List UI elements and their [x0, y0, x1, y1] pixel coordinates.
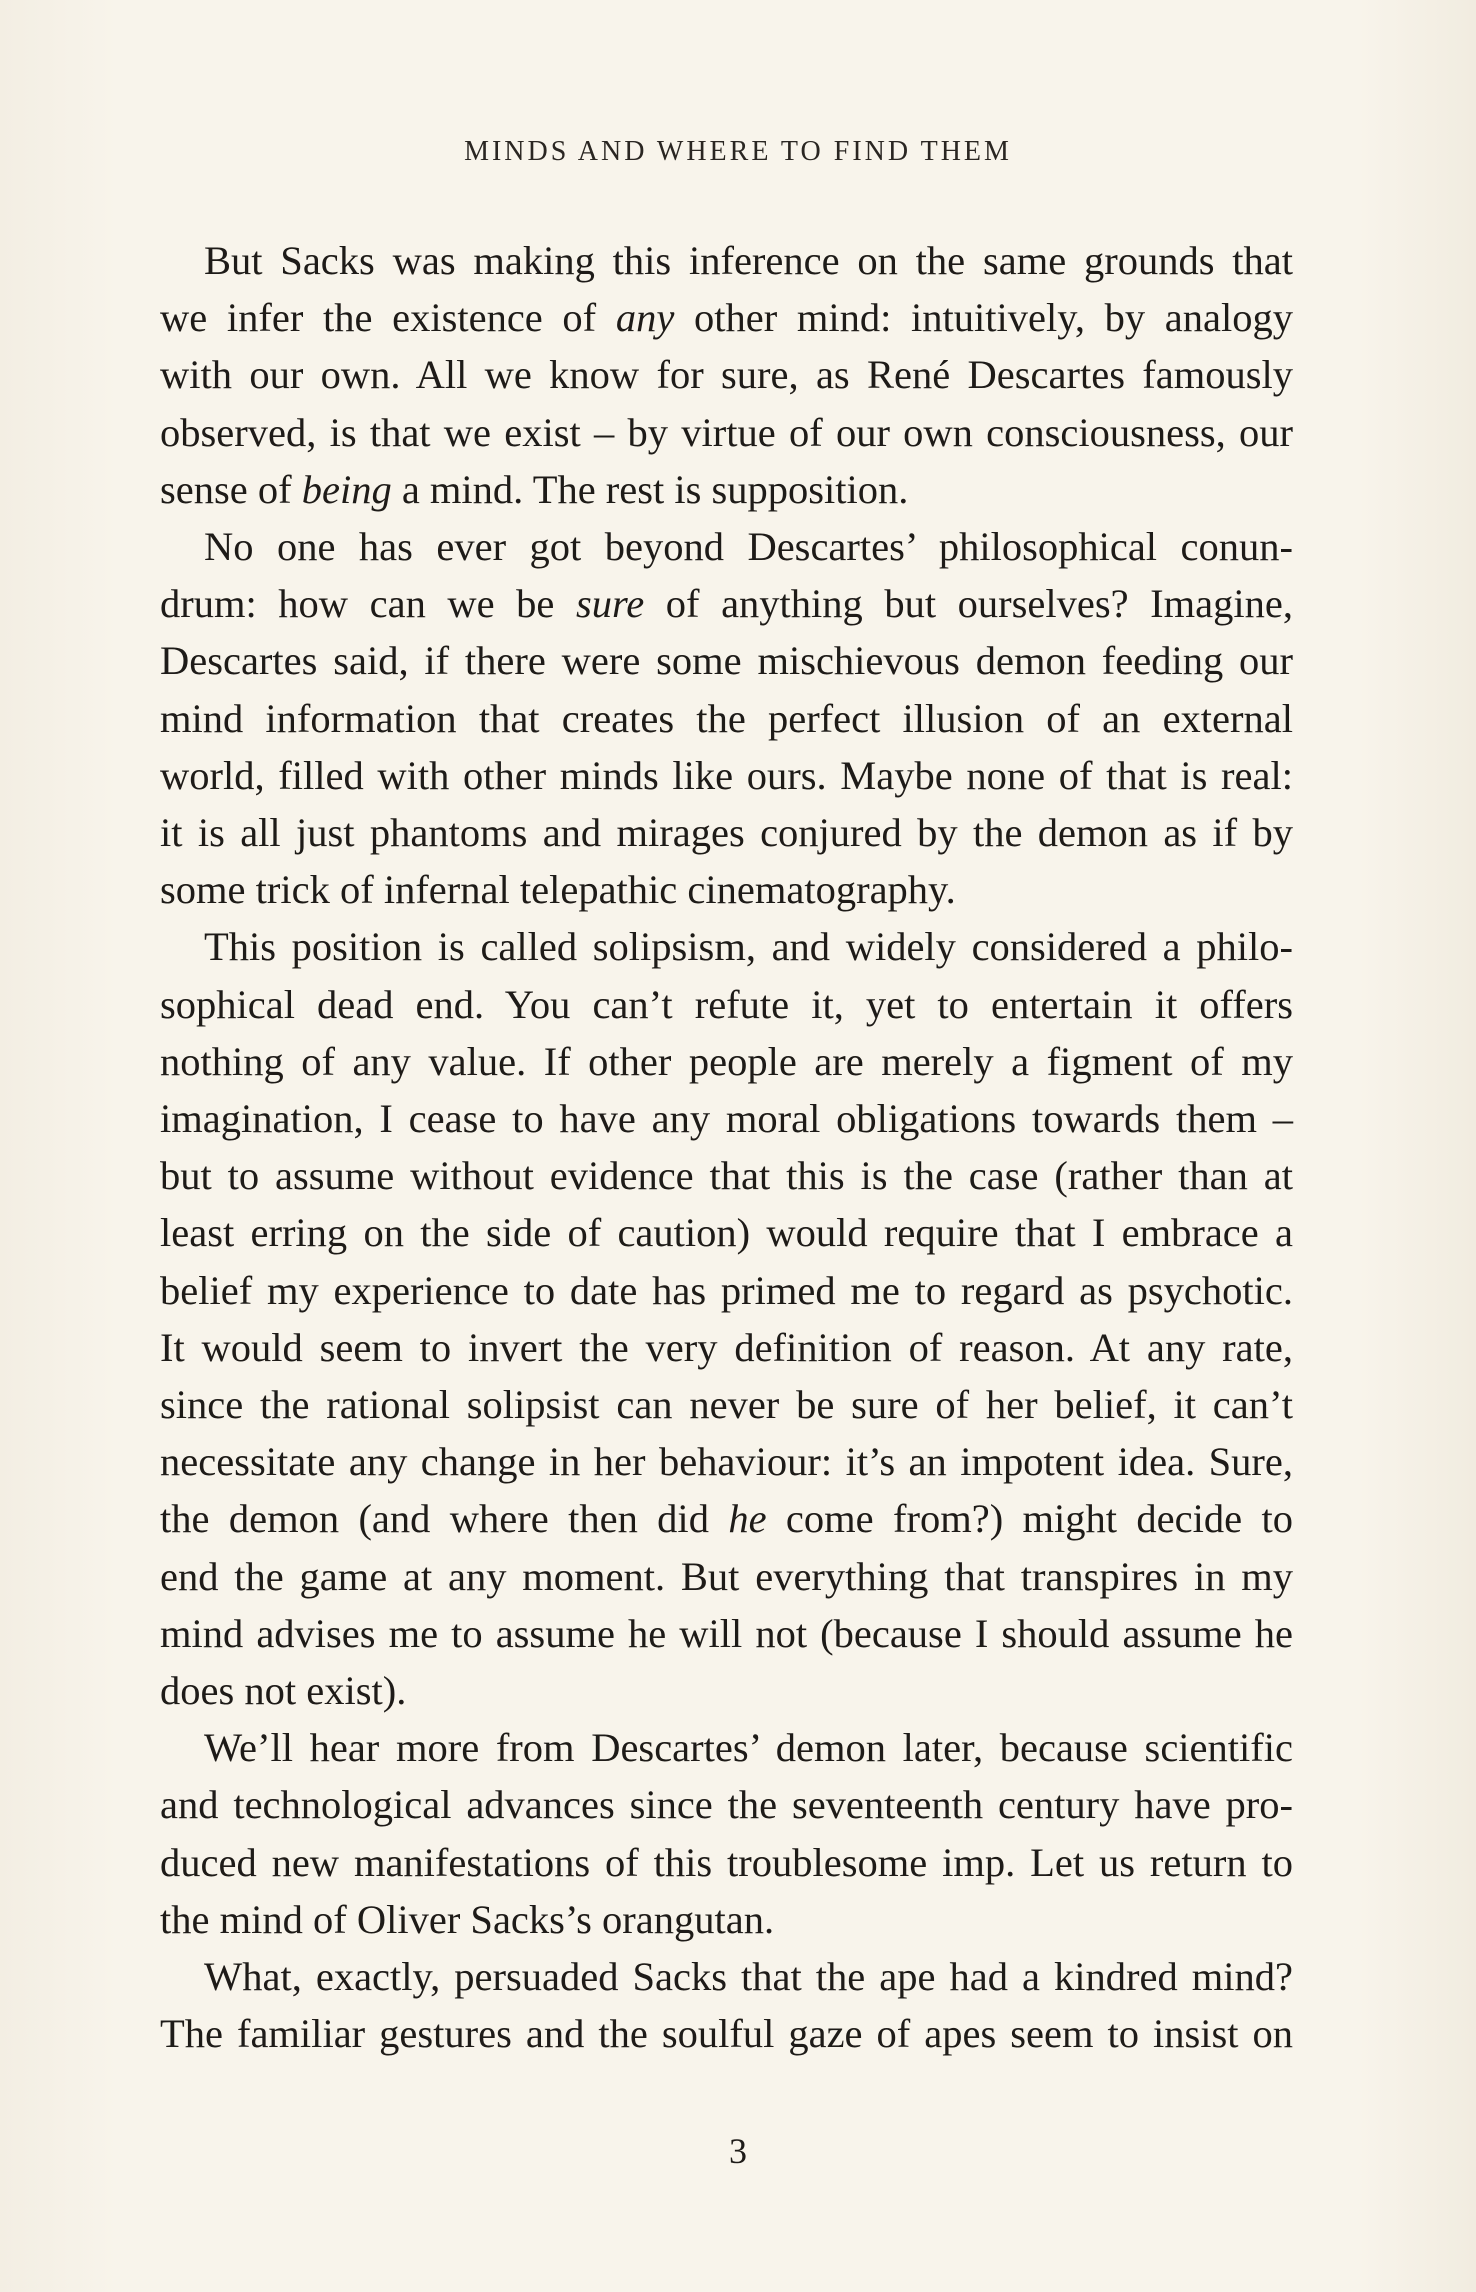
text-line: with our own. All we know for sure, as René Descartes famously	[160, 352, 1293, 398]
text-line: sophical dead end. You can’t refute it, yet to entertain it offers	[160, 981, 1293, 1027]
text-line: sense of being a mind. The rest is supposition.	[160, 466, 909, 512]
text-line: It would seem to invert the very definition of reason. At any rate,	[160, 1324, 1293, 1370]
text-line: the demon (and where then did he come from?) might decide to	[160, 1496, 1293, 1542]
text-line: we infer the existence of any other mind: intuitively, by analogy	[160, 295, 1293, 341]
text-line: mind information that creates the perfect illusion of an external	[160, 695, 1293, 741]
text-line: some trick of infernal telepathic cinematography.	[160, 867, 956, 913]
text-line: duced new manifestations of this troublesome imp. Let us return to	[160, 1839, 1293, 1885]
text-line: does not exist).	[160, 1668, 407, 1714]
text-line: drum: how can we be sure of anything but ourselves? Imagine,	[160, 581, 1293, 627]
text-line: nothing of any value. If other people are merely a figment of my	[160, 1038, 1293, 1084]
text-line: imagination, I cease to have any moral obligations towards them –	[160, 1096, 1293, 1142]
text-line: the mind of Oliver Sacks’s orangutan.	[160, 1896, 775, 1942]
page-number: 3	[729, 2131, 747, 2171]
body-text	[160, 232, 1293, 2063]
text-line: but to assume without evidence that this is the case (rather than at	[160, 1153, 1293, 1199]
text-line: necessitate any change in her behaviour: it’s an impotent idea. Sure,	[160, 1439, 1293, 1485]
text-line: observed, is that we exist – by virtue of our own consciousness, our	[160, 409, 1293, 455]
running-head: MINDS AND WHERE TO FIND THEM	[464, 136, 1012, 167]
text-line: Descartes said, if there were some mischievous demon feeding our	[160, 638, 1293, 684]
text-line: The familiar gestures and the soulful gaze of apes seem to insist on	[160, 2011, 1293, 2057]
text-line: No one has ever got beyond Descartes’ philosophical conun-	[204, 524, 1293, 570]
text-line: But Sacks was making this inference on the same grounds that	[204, 238, 1293, 283]
text-line: it is all just phantoms and mirages conjured by the demon as if by	[160, 810, 1293, 856]
text-line: mind advises me to assume he will not (because I should assume he	[160, 1610, 1293, 1656]
text-line: world, filled with other minds like ours. Maybe none of that is real:	[160, 752, 1293, 798]
text-line: least erring on the side of caution) would require that I embrace a	[160, 1210, 1293, 1256]
paragraph-4	[160, 1719, 1293, 1948]
text-line: We’ll hear more from Descartes’ demon later, because scientific	[204, 1725, 1293, 1771]
paragraph-3	[160, 918, 1293, 1719]
text-line: end the game at any moment. But everything that transpires in my	[160, 1553, 1293, 1599]
text-line: What, exactly, persuaded Sacks that the ape had a kindred mind?	[204, 1954, 1293, 2000]
text-line: This position is called solipsism, and widely considered a philo-	[204, 924, 1293, 970]
paragraph-5	[160, 1948, 1293, 2062]
paragraph-1	[160, 232, 1293, 518]
paragraph-2	[160, 518, 1293, 918]
text-line: since the rational solipsist can never be sure of her belief, it can’t	[160, 1382, 1293, 1428]
text-line: and technological advances since the seventeenth century have pro-	[160, 1782, 1293, 1828]
text-line: belief my experience to date has primed me to regard as psychotic.	[160, 1267, 1293, 1313]
